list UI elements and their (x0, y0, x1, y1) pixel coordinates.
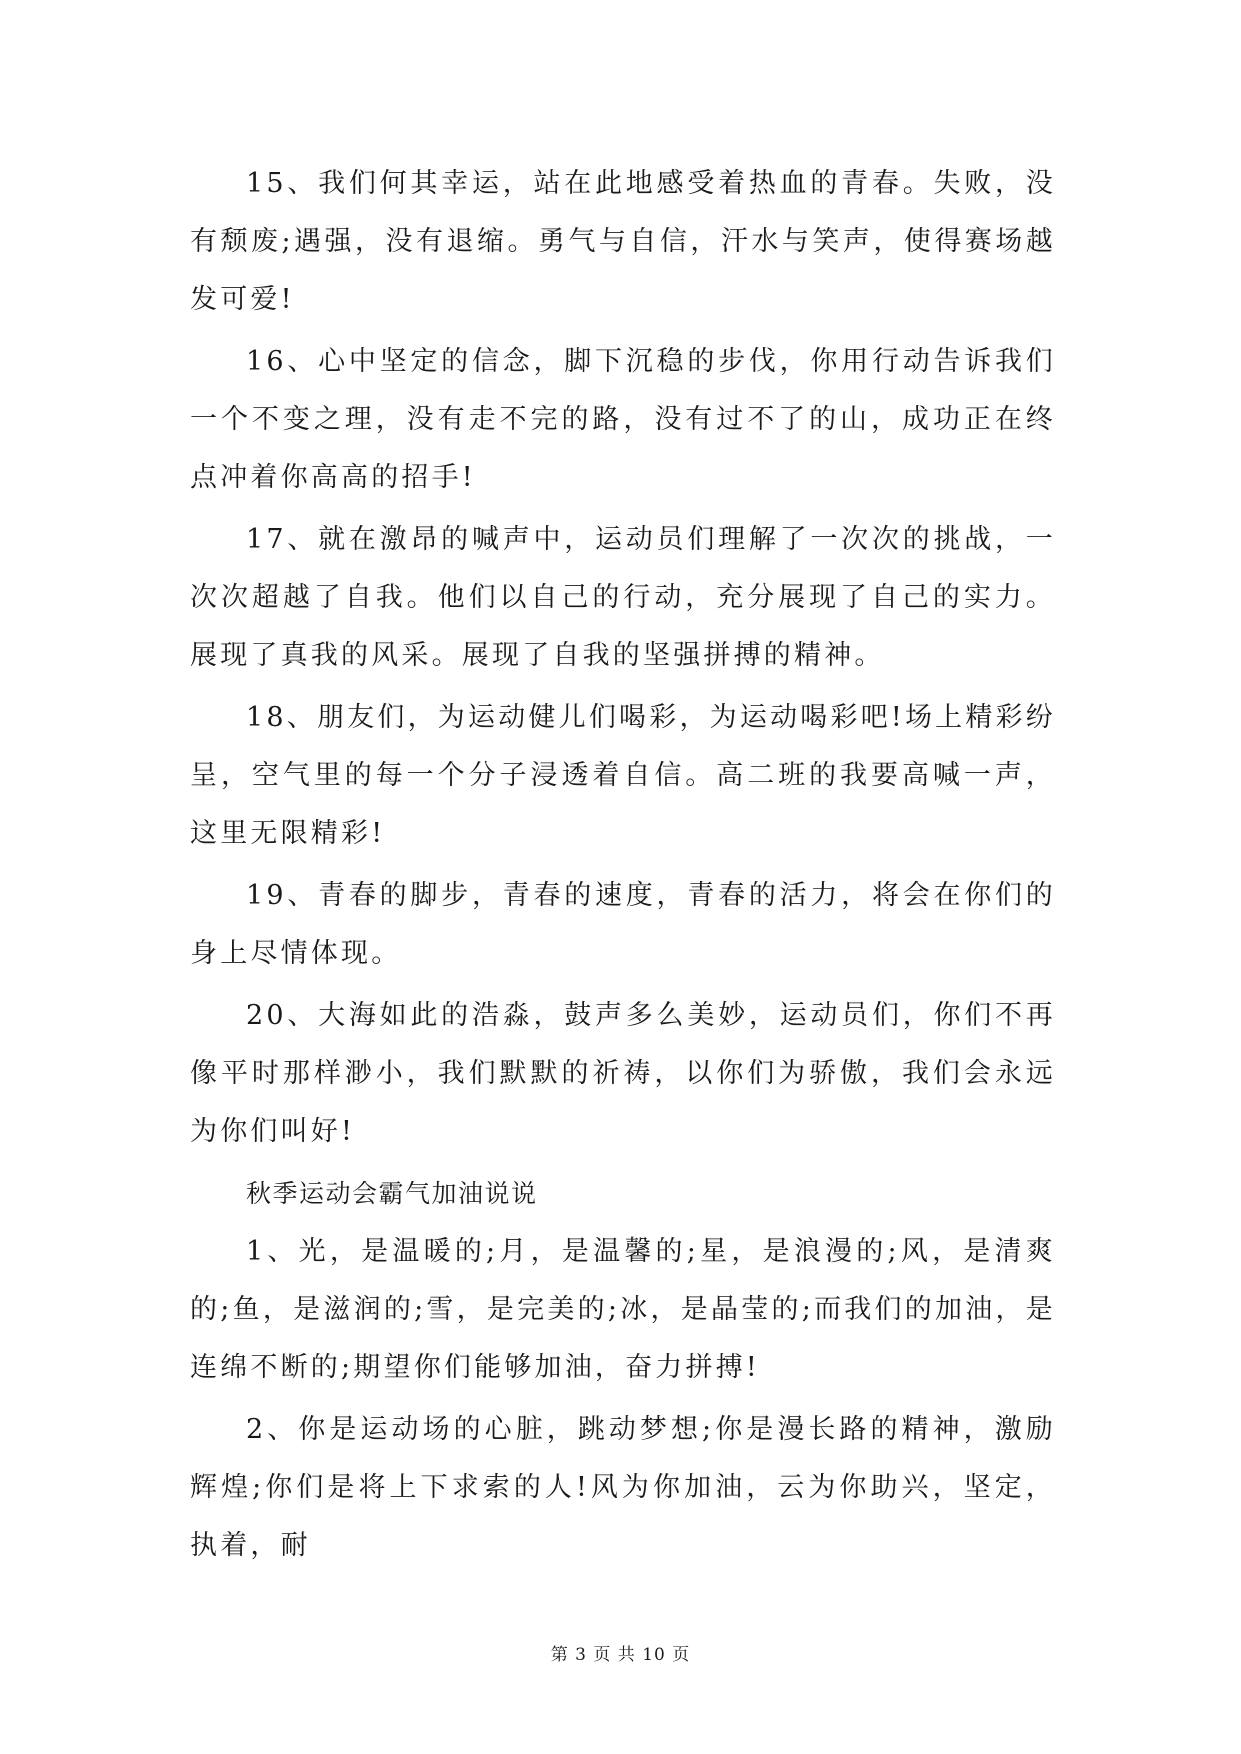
paragraph-15: 15、我们何其幸运，站在此地感受着热血的青春。失败，没有颓废;遇强，没有退缩。勇气与自信，汗水与笑声，使得赛场越发可爱! (190, 168, 1056, 315)
paragraph-16: 16、心中坚定的信念，脚下沉稳的步伐，你用行动告诉我们一个不变之理，没有走不完的路，没有过不了的山，成功正在终点冲着你高高的招手! (190, 346, 1056, 493)
paragraph-18: 18、朋友们，为运动健儿们喝彩，为运动喝彩吧!场上精彩纷呈，空气里的每一个分子浸透着自信。高二班的我要高喊一声，这里无限精彩! (190, 702, 1056, 849)
section-paragraph-2: 2、你是运动场的心脏，跳动梦想;你是漫长路的精神，激励辉煌;你们是将上下求索的人!风为你加油，云为你助兴，坚定，执着，耐 (190, 1414, 1056, 1561)
section-paragraph-1: 1、光，是温暖的;月，是温馨的;星，是浪漫的;风，是清爽的;鱼，是滋润的;雪，是完美的;冰，是晶莹的;而我们的加油，是连绵不断的;期望你们能够加油，奋力拼搏! (190, 1236, 1056, 1383)
paragraph-20: 20、大海如此的浩淼，鼓声多么美妙，运动员们，你们不再像平时那样渺小，我们默默的祈祷，以你们为骄傲，我们会永远为你们叫好! (190, 1000, 1056, 1147)
page-number-footer: 第 3 页 共 10 页 (550, 1645, 691, 1665)
page-body (190, 155, 1056, 1575)
section-heading: 秋季运动会霸气加油说说 (246, 1179, 538, 1208)
paragraph-17: 17、就在激昂的喊声中，运动员们理解了一次次的挑战，一次次超越了自我。他们以自己的行动，充分展现了自己的实力。展现了真我的风采。展现了自我的坚强拼搏的精神。 (190, 524, 1056, 671)
paragraph-19: 19、青春的脚步，青春的速度，青春的活力，将会在你们的身上尽情体现。 (190, 880, 1056, 969)
